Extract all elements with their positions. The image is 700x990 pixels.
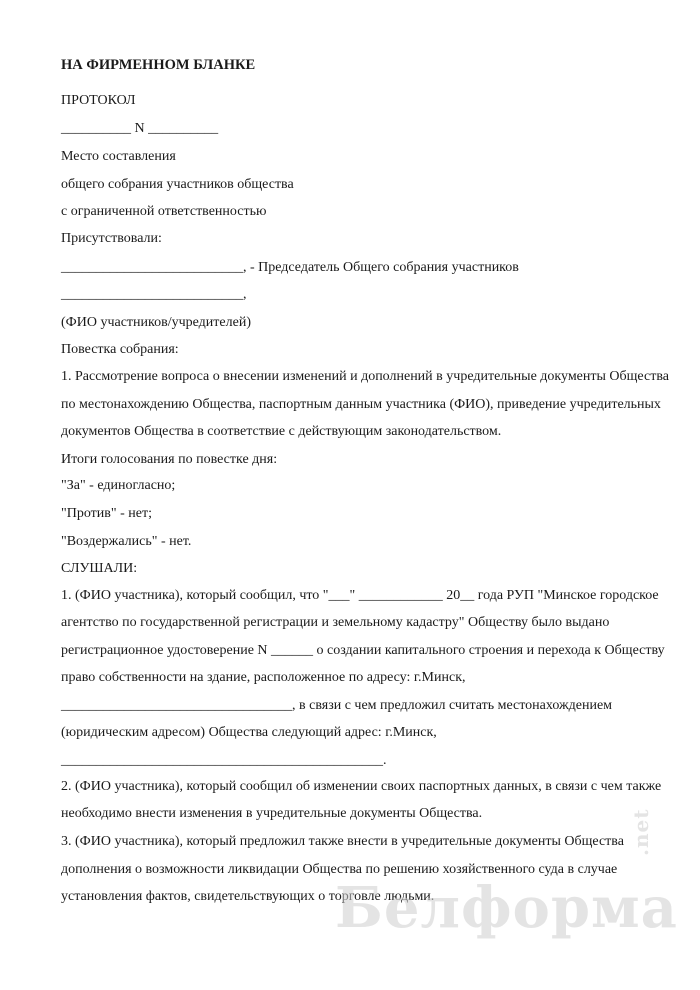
heard-item-2-line: 2. (ФИО участника), который сообщил об изменении своих паспортных данных, в связи с чем также	[61, 779, 662, 794]
heard-item-1-line: регистрационное удостоверение N ______ о создании капитального строения и перехода к Обществу	[61, 643, 665, 658]
heard-item-1-line: ______________________________________________.	[61, 753, 387, 768]
voting-label: Итоги голосования по повестке дня:	[61, 452, 278, 467]
watermark-suffix: .net	[629, 808, 653, 856]
heard-item-3-line: дополнения о возможности ликвидации Общества по решению хозяйственного суда в случае	[61, 862, 618, 877]
heard-item-1-line: _________________________________, в связи с чем предложил считать местонахождением	[61, 698, 613, 713]
heard-item-1-line: (юридическим адресом) Общества следующий адрес: г.Минск,	[61, 725, 437, 740]
document-title: ПРОТОКОЛ	[61, 93, 136, 108]
agenda-item-line: по местонахождению Общества, паспортным данным участника (ФИО), приведение учредительных	[61, 397, 661, 412]
protocol-number-line: __________ N __________	[61, 121, 219, 136]
place-line-1: Место составления	[61, 149, 176, 164]
agenda-label: Повестка собрания:	[61, 342, 179, 357]
heard-item-3-line: установления фактов, свидетельствующих о торговле людьми.	[61, 889, 435, 904]
watermark-text: Белформа	[335, 875, 678, 941]
place-line-2: общего собрания участников общества	[61, 177, 294, 192]
place-line-3: с ограниченной ответственностью	[61, 204, 267, 219]
heard-item-1-line: право собственности на здание, расположенное по адресу: г.Минск,	[61, 670, 466, 685]
heard-label: СЛУШАЛИ:	[61, 561, 138, 576]
heard-item-2-line: необходимо внести изменения в учредительные документы Общества.	[61, 806, 483, 821]
document-header: НА ФИРМЕННОМ БЛАНКЕ	[61, 57, 256, 73]
heard-item-1-line: 1. (ФИО участника), который сообщил, что "___" ____________ 20__ года РУП "Минское городское	[61, 588, 659, 603]
vote-against: "Против" - нет;	[61, 506, 152, 521]
participant-line: __________________________,	[61, 287, 247, 302]
chairman-line: __________________________, - Председатель Общего собрания участников	[61, 260, 519, 275]
vote-for: "За" - единогласно;	[61, 478, 176, 493]
present-label: Присутствовали:	[61, 231, 162, 246]
heard-item-1-line: агентство по государственной регистрации и земельному кадастру" Обществу было выдано	[61, 615, 610, 630]
vote-abstain: "Воздержались" - нет.	[61, 534, 192, 549]
participants-note: (ФИО участников/учредителей)	[61, 315, 251, 330]
agenda-item-line: 1. Рассмотрение вопроса о внесении изменений и дополнений в учредительные документы Общества	[61, 369, 669, 384]
agenda-item-line: документов Общества в соответствие с действующим законодательством.	[61, 424, 502, 439]
heard-item-3-line: 3. (ФИО участника), который предложил также внести в учредительные документы Общества	[61, 834, 624, 849]
